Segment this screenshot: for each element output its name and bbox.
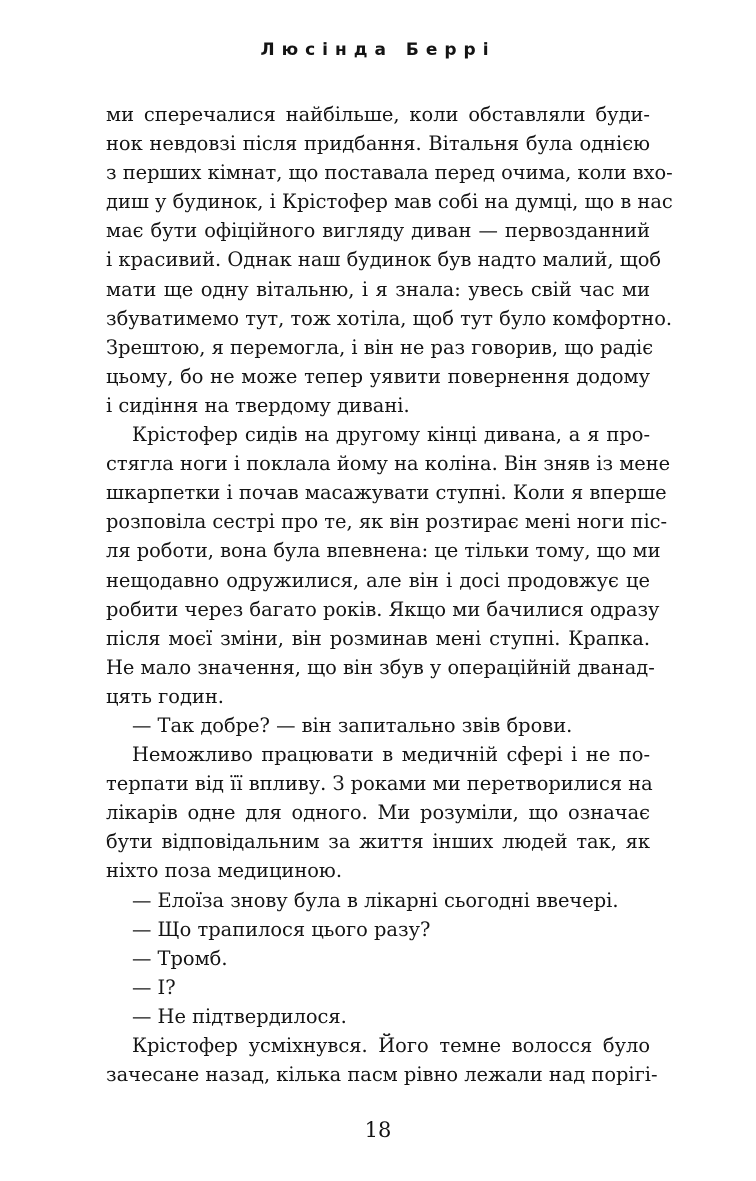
text-line: мати ще одну вітальню, і я знала: увесь свій час ми — [106, 277, 650, 301]
running-head: Люсінда Беррі — [260, 40, 496, 60]
text-line: — Не підтвердилося. — [132, 1004, 347, 1028]
text-line: з перших кімнат, що поставала перед очима, коли вхо- — [106, 161, 673, 185]
paragraph — [106, 886, 650, 915]
paragraph — [106, 1031, 658, 1089]
text-line: бути відповідальним за життя інших людей так, як — [106, 830, 650, 854]
text-line: має бути офіційного вигляду диван — первозданний — [106, 219, 650, 243]
text-line: — І? — [132, 975, 176, 999]
text-line: стягла ноги і поклала йому на коліна. Він зняв із мене — [106, 452, 671, 476]
text-line: — Що трапилося цього разу? — [132, 917, 431, 941]
body-text — [106, 100, 673, 1089]
text-line: зачесане назад, кілька пасм рівно лежали над порігі- — [106, 1063, 658, 1087]
text-line: збуватимемо тут, тож хотіла, щоб тут було комфортно. — [106, 306, 673, 330]
text-line: розповіла сестрі про те, як він розтирає мені ноги піс- — [106, 510, 668, 534]
text-line: терпати від її впливу. З роками ми перетворилися на — [106, 772, 653, 796]
text-line: Крістофер сидів на другому кінці дивана, а я про- — [132, 423, 650, 447]
text-line: — Так добре? — він запитально звів брови. — [132, 713, 573, 737]
text-line: і сидіння на твердому дивані. — [106, 393, 410, 417]
text-line: лікарів одне для одного. Ми розуміли, що означає — [106, 801, 650, 825]
paragraph — [106, 973, 650, 1002]
text-line: ніхто поза медициною. — [106, 859, 342, 883]
text-line: диш у будинок, і Крістофер мав собі на думці, що в нас — [106, 190, 673, 214]
text-line: і красивий. Однак наш будинок був надто малий, щоб — [106, 248, 662, 272]
paragraph — [106, 420, 671, 711]
paragraph — [106, 100, 673, 420]
text-line: цьому, бо не може тепер уявити повернення додому — [106, 364, 650, 388]
paragraph — [106, 944, 650, 973]
paragraph — [106, 915, 650, 944]
text-line: Зрештою, я перемогла, і він не раз говорив, що радіє — [106, 335, 654, 359]
paragraph — [106, 1002, 650, 1031]
text-line: нок невдовзі після придбання. Вітальня була однією — [106, 132, 650, 156]
text-line: — Тромб. — [132, 946, 228, 970]
text-line: — Елоїза знову була в лікарні сьогодні ввечері. — [132, 888, 619, 912]
text-line: Не мало значення, що він збув у операційній дванад- — [106, 655, 655, 679]
text-line: Неможливо працювати в медичній сфері і не по- — [132, 743, 650, 767]
text-line: Крістофер усміхнувся. Його темне волосся було — [132, 1034, 650, 1057]
text-line: ми сперечалися найбільше, коли обставляли буди- — [106, 103, 650, 126]
text-line: шкарпетки і почав масажувати ступні. Коли я вперше — [106, 481, 667, 505]
text-line: після моєї зміни, він розминав мені ступні. Крапка. — [106, 626, 650, 650]
text-line: ля роботи, вона була впевнена: це тільки тому, що ми — [106, 539, 661, 563]
text-line: робити через багато років. Якщо ми бачилися одразу — [106, 597, 660, 621]
text-line: нещодавно одружилися, але він і досі продовжує це — [106, 568, 650, 592]
text-line: цять годин. — [106, 684, 224, 708]
paragraph — [106, 740, 653, 885]
paragraph — [106, 711, 650, 740]
page-number: 18 — [364, 1118, 392, 1142]
